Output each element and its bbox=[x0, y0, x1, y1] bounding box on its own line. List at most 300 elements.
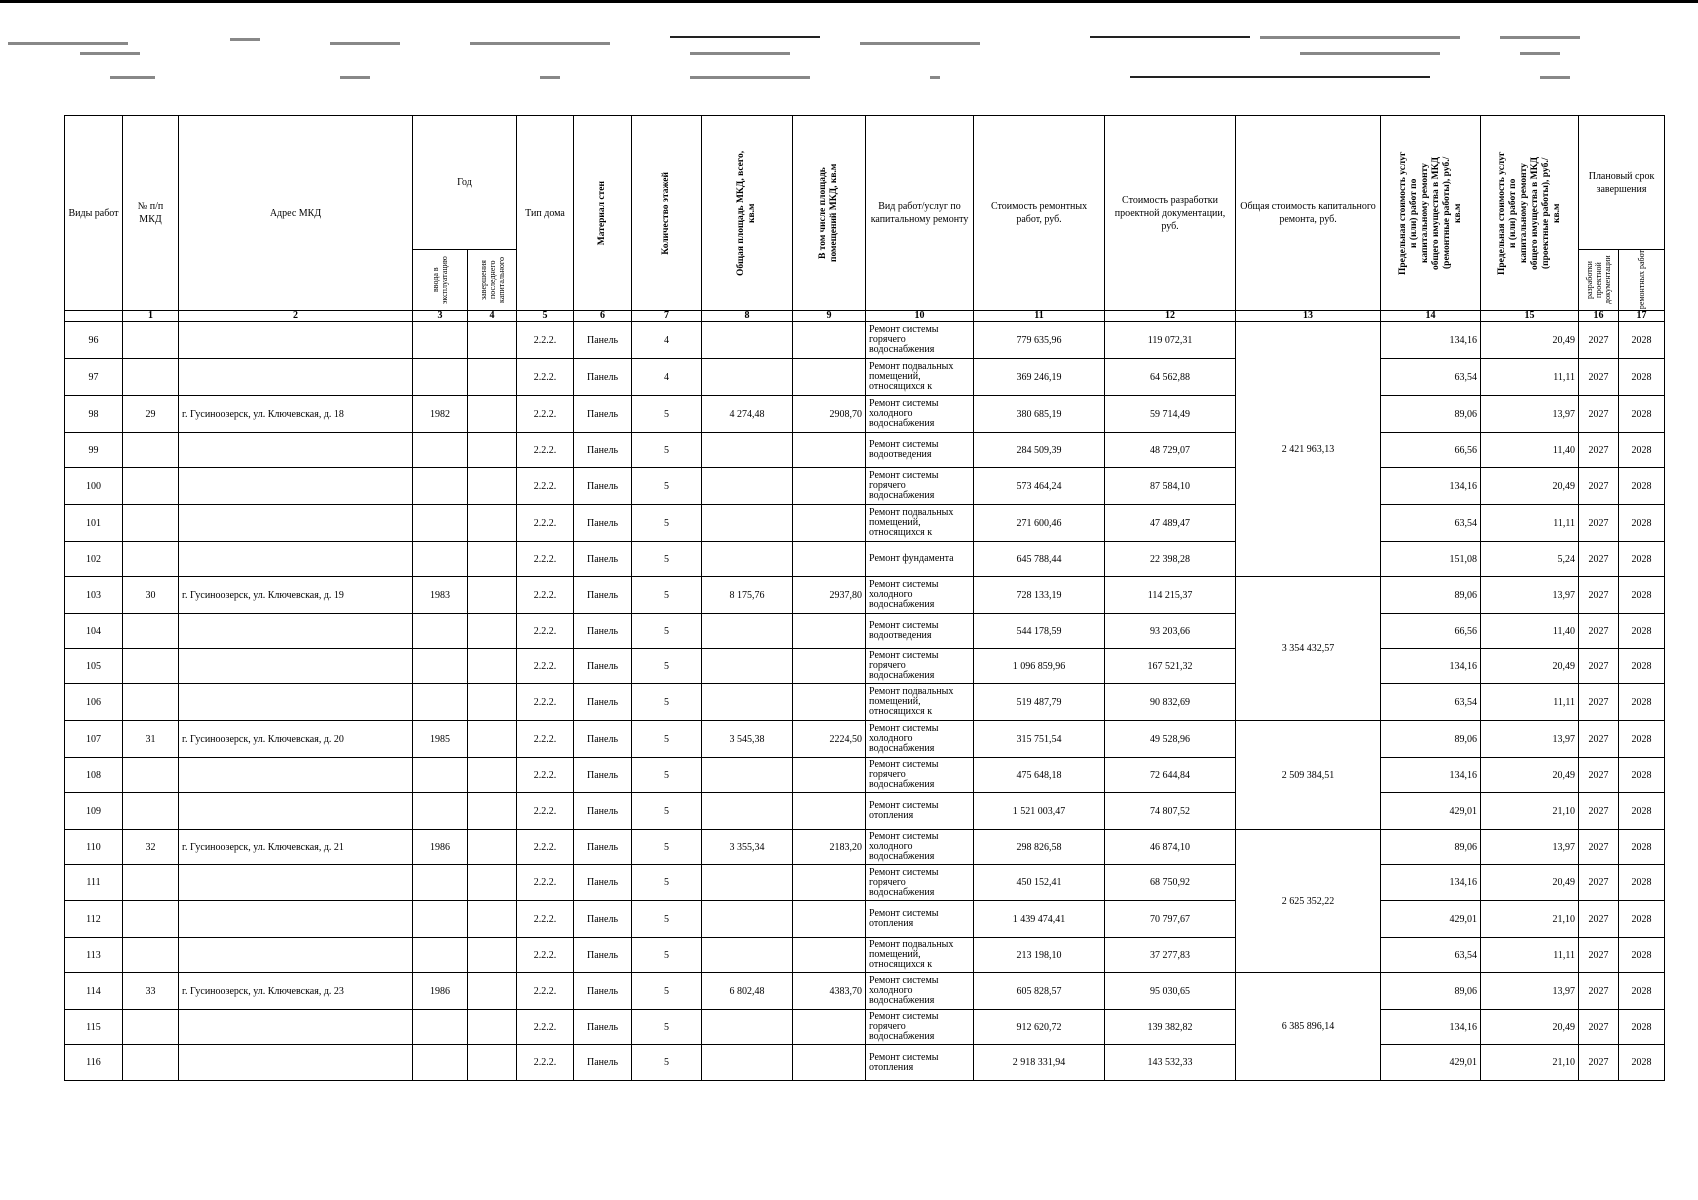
design-cost: 22 398,28 bbox=[1105, 542, 1236, 577]
house-type: 2.2.2. bbox=[517, 938, 574, 973]
work-kind: Ремонт системы отопления bbox=[866, 793, 974, 830]
work-type-number: 112 bbox=[65, 901, 123, 938]
address bbox=[179, 1010, 413, 1045]
year-commission bbox=[413, 901, 468, 938]
wall-material: Панель bbox=[574, 758, 632, 793]
mkd-number bbox=[123, 1045, 179, 1081]
address: г. Гусиноозерск, ул. Ключевская, д. 20 bbox=[179, 721, 413, 758]
table-row bbox=[65, 938, 1665, 973]
deadline-design: 2027 bbox=[1579, 468, 1619, 505]
year-commission: 1985 bbox=[413, 721, 468, 758]
limit-design: 20,49 bbox=[1481, 468, 1579, 505]
repair-cost: 519 487,79 bbox=[974, 684, 1105, 721]
mkd-number bbox=[123, 433, 179, 468]
limit-design: 11,11 bbox=[1481, 359, 1579, 396]
column-number: 9 bbox=[793, 311, 866, 322]
repair-cost: 779 635,96 bbox=[974, 322, 1105, 359]
deadline-design: 2027 bbox=[1579, 614, 1619, 649]
col-total-cost: Общая стоимость капитального ремонта, руб. bbox=[1236, 116, 1381, 311]
limit-design: 13,97 bbox=[1481, 830, 1579, 865]
premises-area bbox=[793, 322, 866, 359]
work-type-number: 113 bbox=[65, 938, 123, 973]
wall-material: Панель bbox=[574, 359, 632, 396]
address: г. Гусиноозерск, ул. Ключевская, д. 21 bbox=[179, 830, 413, 865]
wall-material: Панель bbox=[574, 468, 632, 505]
work-kind: Ремонт системы водоотведения bbox=[866, 433, 974, 468]
design-cost: 87 584,10 bbox=[1105, 468, 1236, 505]
floors: 5 bbox=[632, 830, 702, 865]
design-cost: 93 203,66 bbox=[1105, 614, 1236, 649]
year-last-repair bbox=[468, 649, 517, 684]
deadline-design: 2027 bbox=[1579, 396, 1619, 433]
address bbox=[179, 1045, 413, 1081]
limit-repair: 63,54 bbox=[1381, 938, 1481, 973]
work-type-number: 102 bbox=[65, 542, 123, 577]
repair-cost: 728 133,19 bbox=[974, 577, 1105, 614]
premises-area bbox=[793, 433, 866, 468]
design-cost: 90 832,69 bbox=[1105, 684, 1236, 721]
limit-repair: 63,54 bbox=[1381, 505, 1481, 542]
column-number-blank bbox=[65, 311, 123, 322]
table-row bbox=[65, 542, 1665, 577]
year-commission bbox=[413, 793, 468, 830]
premises-area bbox=[793, 1045, 866, 1081]
column-number: 17 bbox=[1619, 311, 1665, 322]
work-kind: Ремонт системы холодного водоснабжения bbox=[866, 973, 974, 1010]
year-last-repair bbox=[468, 396, 517, 433]
total-cost: 3 354 432,57 bbox=[1236, 577, 1381, 721]
column-number: 2 bbox=[179, 311, 413, 322]
limit-repair: 89,06 bbox=[1381, 721, 1481, 758]
limit-repair: 429,01 bbox=[1381, 1045, 1481, 1081]
limit-design: 11,40 bbox=[1481, 433, 1579, 468]
house-type: 2.2.2. bbox=[517, 830, 574, 865]
design-cost: 48 729,07 bbox=[1105, 433, 1236, 468]
design-cost: 70 797,67 bbox=[1105, 901, 1236, 938]
repair-cost: 645 788,44 bbox=[974, 542, 1105, 577]
total-area: 3 355,34 bbox=[702, 830, 793, 865]
work-kind: Ремонт системы горячего водоснабжения bbox=[866, 758, 974, 793]
deadline-design: 2027 bbox=[1579, 1045, 1619, 1081]
work-kind: Ремонт системы отопления bbox=[866, 901, 974, 938]
table-row bbox=[65, 1045, 1665, 1081]
total-cost: 2 421 963,13 bbox=[1236, 322, 1381, 577]
table-row bbox=[65, 721, 1665, 758]
limit-repair: 151,08 bbox=[1381, 542, 1481, 577]
year-last-repair bbox=[468, 468, 517, 505]
limit-repair: 63,54 bbox=[1381, 684, 1481, 721]
deadline-design: 2027 bbox=[1579, 973, 1619, 1010]
total-area bbox=[702, 1045, 793, 1081]
capital-repair-table bbox=[64, 115, 1665, 1081]
mkd-number bbox=[123, 614, 179, 649]
deadline-repair: 2028 bbox=[1619, 577, 1665, 614]
design-cost: 68 750,92 bbox=[1105, 865, 1236, 901]
wall-material: Панель bbox=[574, 721, 632, 758]
work-type-number: 114 bbox=[65, 973, 123, 1010]
address bbox=[179, 901, 413, 938]
premises-area bbox=[793, 901, 866, 938]
address bbox=[179, 359, 413, 396]
repair-cost: 315 751,54 bbox=[974, 721, 1105, 758]
limit-repair: 66,56 bbox=[1381, 433, 1481, 468]
premises-area bbox=[793, 684, 866, 721]
repair-cost: 1 439 474,41 bbox=[974, 901, 1105, 938]
deadline-design: 2027 bbox=[1579, 577, 1619, 614]
limit-design: 13,97 bbox=[1481, 577, 1579, 614]
deadline-design: 2027 bbox=[1579, 901, 1619, 938]
total-area bbox=[702, 793, 793, 830]
year-commission: 1986 bbox=[413, 973, 468, 1010]
table-row bbox=[65, 901, 1665, 938]
year-last-repair bbox=[468, 793, 517, 830]
limit-repair: 134,16 bbox=[1381, 865, 1481, 901]
column-number: 15 bbox=[1481, 311, 1579, 322]
wall-material: Панель bbox=[574, 322, 632, 359]
work-kind: Ремонт системы холодного водоснабжения bbox=[866, 577, 974, 614]
col-year-commission: ввода в эксплуатацию bbox=[413, 250, 468, 311]
wall-material: Панель bbox=[574, 542, 632, 577]
design-cost: 74 807,52 bbox=[1105, 793, 1236, 830]
work-kind: Ремонт фундамента bbox=[866, 542, 974, 577]
limit-repair: 89,06 bbox=[1381, 396, 1481, 433]
mkd-number bbox=[123, 359, 179, 396]
col-floors: Количество этажей bbox=[632, 116, 702, 311]
table-row bbox=[65, 865, 1665, 901]
work-type-number: 109 bbox=[65, 793, 123, 830]
deadline-repair: 2028 bbox=[1619, 542, 1665, 577]
table-row bbox=[65, 359, 1665, 396]
design-cost: 37 277,83 bbox=[1105, 938, 1236, 973]
deadline-repair: 2028 bbox=[1619, 1010, 1665, 1045]
year-commission bbox=[413, 1010, 468, 1045]
year-commission: 1982 bbox=[413, 396, 468, 433]
year-last-repair bbox=[468, 973, 517, 1010]
year-last-repair bbox=[468, 830, 517, 865]
column-number: 7 bbox=[632, 311, 702, 322]
table-row bbox=[65, 1010, 1665, 1045]
address: г. Гусиноозерск, ул. Ключевская, д. 23 bbox=[179, 973, 413, 1010]
house-type: 2.2.2. bbox=[517, 468, 574, 505]
deadline-repair: 2028 bbox=[1619, 793, 1665, 830]
wall-material: Панель bbox=[574, 901, 632, 938]
address bbox=[179, 865, 413, 901]
column-number: 6 bbox=[574, 311, 632, 322]
year-commission bbox=[413, 322, 468, 359]
column-number: 11 bbox=[974, 311, 1105, 322]
repair-cost: 380 685,19 bbox=[974, 396, 1105, 433]
total-area bbox=[702, 322, 793, 359]
work-kind: Ремонт системы холодного водоснабжения bbox=[866, 830, 974, 865]
limit-repair: 63,54 bbox=[1381, 359, 1481, 396]
deadline-repair: 2028 bbox=[1619, 721, 1665, 758]
mkd-number bbox=[123, 901, 179, 938]
deadline-repair: 2028 bbox=[1619, 973, 1665, 1010]
house-type: 2.2.2. bbox=[517, 649, 574, 684]
repair-cost: 573 464,24 bbox=[974, 468, 1105, 505]
limit-design: 11,40 bbox=[1481, 614, 1579, 649]
limit-design: 13,97 bbox=[1481, 721, 1579, 758]
year-commission bbox=[413, 468, 468, 505]
table-row bbox=[65, 322, 1665, 359]
col-wall-material: Материал стен bbox=[574, 116, 632, 311]
address: г. Гусиноозерск, ул. Ключевская, д. 19 bbox=[179, 577, 413, 614]
address bbox=[179, 542, 413, 577]
address bbox=[179, 684, 413, 721]
house-type: 2.2.2. bbox=[517, 542, 574, 577]
wall-material: Панель bbox=[574, 830, 632, 865]
premises-area bbox=[793, 649, 866, 684]
year-commission: 1983 bbox=[413, 577, 468, 614]
year-last-repair bbox=[468, 614, 517, 649]
floors: 5 bbox=[632, 758, 702, 793]
limit-design: 5,24 bbox=[1481, 542, 1579, 577]
mkd-number bbox=[123, 505, 179, 542]
work-type-number: 111 bbox=[65, 865, 123, 901]
floors: 5 bbox=[632, 433, 702, 468]
deadline-repair: 2028 bbox=[1619, 433, 1665, 468]
table-row bbox=[65, 684, 1665, 721]
col-work-kind: Вид работ/услуг по капитальному ремонту bbox=[866, 116, 974, 311]
address bbox=[179, 433, 413, 468]
limit-repair: 134,16 bbox=[1381, 1010, 1481, 1045]
column-number: 12 bbox=[1105, 311, 1236, 322]
work-type-number: 116 bbox=[65, 1045, 123, 1081]
wall-material: Панель bbox=[574, 973, 632, 1010]
table-row bbox=[65, 396, 1665, 433]
total-area bbox=[702, 468, 793, 505]
wall-material: Панель bbox=[574, 396, 632, 433]
design-cost: 167 521,32 bbox=[1105, 649, 1236, 684]
limit-design: 13,97 bbox=[1481, 973, 1579, 1010]
wall-material: Панель bbox=[574, 793, 632, 830]
house-type: 2.2.2. bbox=[517, 901, 574, 938]
mkd-number bbox=[123, 865, 179, 901]
repair-cost: 284 509,39 bbox=[974, 433, 1105, 468]
design-cost: 64 562,88 bbox=[1105, 359, 1236, 396]
wall-material: Панель bbox=[574, 614, 632, 649]
limit-repair: 89,06 bbox=[1381, 973, 1481, 1010]
address bbox=[179, 758, 413, 793]
table-row bbox=[65, 830, 1665, 865]
design-cost: 72 644,84 bbox=[1105, 758, 1236, 793]
deadline-design: 2027 bbox=[1579, 865, 1619, 901]
deadline-design: 2027 bbox=[1579, 542, 1619, 577]
col-address: Адрес МКД bbox=[179, 116, 413, 311]
premises-area: 2937,80 bbox=[793, 577, 866, 614]
house-type: 2.2.2. bbox=[517, 1045, 574, 1081]
wall-material: Панель bbox=[574, 433, 632, 468]
premises-area: 2224,50 bbox=[793, 721, 866, 758]
repair-cost: 1 096 859,96 bbox=[974, 649, 1105, 684]
house-type: 2.2.2. bbox=[517, 505, 574, 542]
col-work-types: Виды работ bbox=[65, 116, 123, 311]
design-cost: 119 072,31 bbox=[1105, 322, 1236, 359]
repair-cost: 475 648,18 bbox=[974, 758, 1105, 793]
mkd-number bbox=[123, 468, 179, 505]
work-type-number: 97 bbox=[65, 359, 123, 396]
deadline-design: 2027 bbox=[1579, 938, 1619, 973]
deadline-repair: 2028 bbox=[1619, 684, 1665, 721]
work-type-number: 108 bbox=[65, 758, 123, 793]
column-number: 3 bbox=[413, 311, 468, 322]
year-commission bbox=[413, 505, 468, 542]
work-kind: Ремонт системы горячего водоснабжения bbox=[866, 865, 974, 901]
mkd-number bbox=[123, 649, 179, 684]
limit-repair: 66,56 bbox=[1381, 614, 1481, 649]
total-cost: 2 625 352,22 bbox=[1236, 830, 1381, 973]
total-area bbox=[702, 865, 793, 901]
total-area: 3 545,38 bbox=[702, 721, 793, 758]
repair-cost: 298 826,58 bbox=[974, 830, 1105, 865]
column-number: 10 bbox=[866, 311, 974, 322]
limit-design: 20,49 bbox=[1481, 865, 1579, 901]
work-kind: Ремонт подвальных помещений, относящихся к bbox=[866, 359, 974, 396]
work-type-number: 99 bbox=[65, 433, 123, 468]
floors: 5 bbox=[632, 865, 702, 901]
floors: 5 bbox=[632, 396, 702, 433]
work-type-number: 106 bbox=[65, 684, 123, 721]
house-type: 2.2.2. bbox=[517, 793, 574, 830]
work-type-number: 101 bbox=[65, 505, 123, 542]
wall-material: Панель bbox=[574, 684, 632, 721]
limit-repair: 134,16 bbox=[1381, 649, 1481, 684]
table-row bbox=[65, 973, 1665, 1010]
floors: 4 bbox=[632, 359, 702, 396]
column-number: 13 bbox=[1236, 311, 1381, 322]
mkd-number bbox=[123, 684, 179, 721]
work-type-number: 100 bbox=[65, 468, 123, 505]
deadline-repair: 2028 bbox=[1619, 359, 1665, 396]
repair-cost: 450 152,41 bbox=[974, 865, 1105, 901]
premises-area bbox=[793, 614, 866, 649]
design-cost: 59 714,49 bbox=[1105, 396, 1236, 433]
year-last-repair bbox=[468, 1045, 517, 1081]
total-area: 8 175,76 bbox=[702, 577, 793, 614]
table-row bbox=[65, 649, 1665, 684]
house-type: 2.2.2. bbox=[517, 865, 574, 901]
repair-cost: 544 178,59 bbox=[974, 614, 1105, 649]
mkd-number bbox=[123, 1010, 179, 1045]
limit-design: 20,49 bbox=[1481, 322, 1579, 359]
deadline-repair: 2028 bbox=[1619, 396, 1665, 433]
limit-design: 13,97 bbox=[1481, 396, 1579, 433]
total-area bbox=[702, 433, 793, 468]
column-number-row bbox=[65, 311, 1665, 322]
col-limit-design: Предельная стоимость услуг и (или) работ по капитальному ремонту общего имущества в МКД (проектные работы), руб./кв.м bbox=[1481, 116, 1579, 311]
deadline-design: 2027 bbox=[1579, 830, 1619, 865]
year-last-repair bbox=[468, 938, 517, 973]
address bbox=[179, 322, 413, 359]
year-last-repair bbox=[468, 901, 517, 938]
deadline-design: 2027 bbox=[1579, 721, 1619, 758]
table-row bbox=[65, 505, 1665, 542]
design-cost: 114 215,37 bbox=[1105, 577, 1236, 614]
limit-design: 20,49 bbox=[1481, 758, 1579, 793]
col-year-last-repair: завершения последнего капитального bbox=[468, 250, 517, 311]
year-last-repair bbox=[468, 505, 517, 542]
floors: 5 bbox=[632, 649, 702, 684]
col-design-cost: Стоимость разработки проектной документации, руб. bbox=[1105, 116, 1236, 311]
total-cost: 2 509 384,51 bbox=[1236, 721, 1381, 830]
limit-repair: 89,06 bbox=[1381, 577, 1481, 614]
total-area: 4 274,48 bbox=[702, 396, 793, 433]
repair-cost: 369 246,19 bbox=[974, 359, 1105, 396]
house-type: 2.2.2. bbox=[517, 721, 574, 758]
year-commission bbox=[413, 542, 468, 577]
limit-design: 21,10 bbox=[1481, 901, 1579, 938]
year-last-repair bbox=[468, 359, 517, 396]
premises-area: 2908,70 bbox=[793, 396, 866, 433]
floors: 5 bbox=[632, 505, 702, 542]
wall-material: Панель bbox=[574, 577, 632, 614]
year-last-repair bbox=[468, 758, 517, 793]
total-area bbox=[702, 1010, 793, 1045]
total-area bbox=[702, 649, 793, 684]
premises-area bbox=[793, 505, 866, 542]
column-number: 16 bbox=[1579, 311, 1619, 322]
col-deadline: Плановый срок завершения bbox=[1579, 116, 1665, 250]
year-last-repair bbox=[468, 542, 517, 577]
mkd-number bbox=[123, 758, 179, 793]
deadline-design: 2027 bbox=[1579, 1010, 1619, 1045]
floors: 5 bbox=[632, 793, 702, 830]
design-cost: 49 528,96 bbox=[1105, 721, 1236, 758]
year-last-repair bbox=[468, 721, 517, 758]
column-number: 1 bbox=[123, 311, 179, 322]
work-type-number: 105 bbox=[65, 649, 123, 684]
deadline-design: 2027 bbox=[1579, 505, 1619, 542]
floors: 5 bbox=[632, 1010, 702, 1045]
limit-design: 11,11 bbox=[1481, 938, 1579, 973]
limit-design: 21,10 bbox=[1481, 793, 1579, 830]
design-cost: 139 382,82 bbox=[1105, 1010, 1236, 1045]
premises-area bbox=[793, 542, 866, 577]
deadline-design: 2027 bbox=[1579, 433, 1619, 468]
table-row bbox=[65, 577, 1665, 614]
table-row bbox=[65, 758, 1665, 793]
column-number: 5 bbox=[517, 311, 574, 322]
premises-area bbox=[793, 359, 866, 396]
total-area bbox=[702, 901, 793, 938]
floors: 4 bbox=[632, 322, 702, 359]
house-type: 2.2.2. bbox=[517, 433, 574, 468]
work-type-number: 104 bbox=[65, 614, 123, 649]
work-type-number: 107 bbox=[65, 721, 123, 758]
deadline-design: 2027 bbox=[1579, 359, 1619, 396]
work-type-number: 115 bbox=[65, 1010, 123, 1045]
limit-design: 21,10 bbox=[1481, 1045, 1579, 1081]
year-commission bbox=[413, 1045, 468, 1081]
address bbox=[179, 468, 413, 505]
deadline-repair: 2028 bbox=[1619, 830, 1665, 865]
work-type-number: 98 bbox=[65, 396, 123, 433]
house-type: 2.2.2. bbox=[517, 577, 574, 614]
premises-area: 4383,70 bbox=[793, 973, 866, 1010]
floors: 5 bbox=[632, 1045, 702, 1081]
premises-area bbox=[793, 793, 866, 830]
work-kind: Ремонт системы горячего водоснабжения bbox=[866, 649, 974, 684]
deadline-repair: 2028 bbox=[1619, 865, 1665, 901]
year-last-repair bbox=[468, 433, 517, 468]
mkd-number bbox=[123, 938, 179, 973]
mkd-number: 30 bbox=[123, 577, 179, 614]
house-type: 2.2.2. bbox=[517, 684, 574, 721]
design-cost: 95 030,65 bbox=[1105, 973, 1236, 1010]
deadline-repair: 2028 bbox=[1619, 322, 1665, 359]
house-type: 2.2.2. bbox=[517, 758, 574, 793]
total-cost: 6 385 896,14 bbox=[1236, 973, 1381, 1081]
